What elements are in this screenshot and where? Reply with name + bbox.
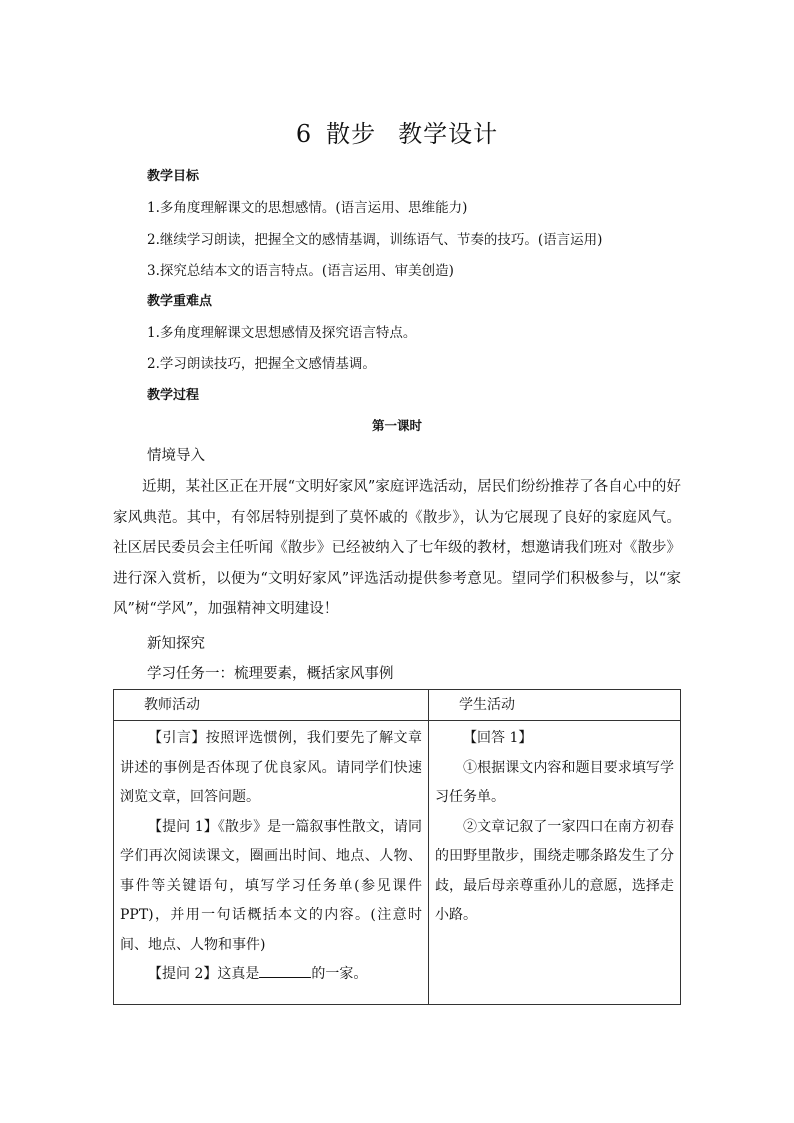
teacher-intro-text: 【引言】按照评选惯例，我们要先了解文章讲述的事例是否体现了优良家风。请同学们快速浏览文章，回答问题。 xyxy=(120,730,422,805)
student-answer-1: ①根据课文内容和题目要求填写学习任务单。 xyxy=(435,759,674,805)
title-suffix: 教学设计 xyxy=(398,120,499,148)
student-activity-cell xyxy=(429,721,681,1005)
objective-item: 1.多角度理解课文的思想感情。(语言运用、思维能力) xyxy=(147,200,468,216)
lesson-period: 第一课时 xyxy=(371,418,422,433)
key-point-item: 1.多角度理解课文思想感情及探究语言特点。 xyxy=(147,325,417,341)
task-one-heading: 学习任务一：梳理要素，概括家风事例 xyxy=(147,666,394,682)
lesson-name: 散步 xyxy=(326,120,377,148)
intro-heading: 情境导入 xyxy=(147,448,205,464)
page-title xyxy=(0,114,794,149)
table-row xyxy=(114,721,681,1005)
teacher-question-1: 【提问 1】《散步》是一篇叙事性散文，请同学们再次阅读课文，圈画出时间、地点、人物、事件等关键语句，填写学习任务单(参见课件 PPT)，并用一句话概括本文的内容。(注意时间、地点、人物和事件) xyxy=(120,818,422,953)
objective-item: 3.探究总结本文的语言特点。(语言运用、审美创造) xyxy=(147,263,454,279)
lesson-number: 6 xyxy=(295,120,313,148)
activity-table xyxy=(113,689,681,1005)
process-heading: 教学过程 xyxy=(147,388,200,403)
question-2-prefix: 【提问 2】这真是 xyxy=(148,966,260,982)
key-points-heading: 教学重难点 xyxy=(147,294,213,309)
table-header-row xyxy=(114,690,681,721)
teacher-activity-cell xyxy=(114,721,429,1005)
student-activity-header: 学生活动 xyxy=(429,690,681,721)
key-point-item: 2.学习朗读技巧，把握全文感情基调。 xyxy=(147,356,376,372)
teacher-activity-header: 教师活动 xyxy=(114,690,429,721)
teacher-question-2 xyxy=(120,960,422,990)
student-answer-2: ②文章记叙了一家四口在南方初春的田野里散步，围绕走哪条路发生了分歧，最后母亲尊重孙儿的意愿，选择走小路。 xyxy=(435,818,674,923)
fill-in-blank xyxy=(259,963,311,978)
objective-item: 2.继续学习朗读，把握全文的感情基调，训练语气、节奏的技巧。(语言运用) xyxy=(147,232,603,248)
objectives-heading: 教学目标 xyxy=(147,169,200,184)
student-answer-label: 【回答 1】 xyxy=(463,730,533,746)
explore-heading: 新知探究 xyxy=(147,636,205,652)
question-2-suffix: 的一家。 xyxy=(311,966,368,982)
intro-paragraph: 近期，某社区正在开展“文明好家风”家庭评选活动，居民们纷纷推荐了各自心中的好家风典范。其中，有邻居特别提到了莫怀戚的《散步》，认为它展现了良好的家庭风气。社区居民委员会主任听闻《散步》已经被纳入了七年级的教材，想邀请我们班对《散步》进行深入赏析，以便为“文明好家风”评选活动提供参考意见。望同学们积极参与，以“家风”树“学风”，加强精神文明建设！ xyxy=(113,479,681,617)
